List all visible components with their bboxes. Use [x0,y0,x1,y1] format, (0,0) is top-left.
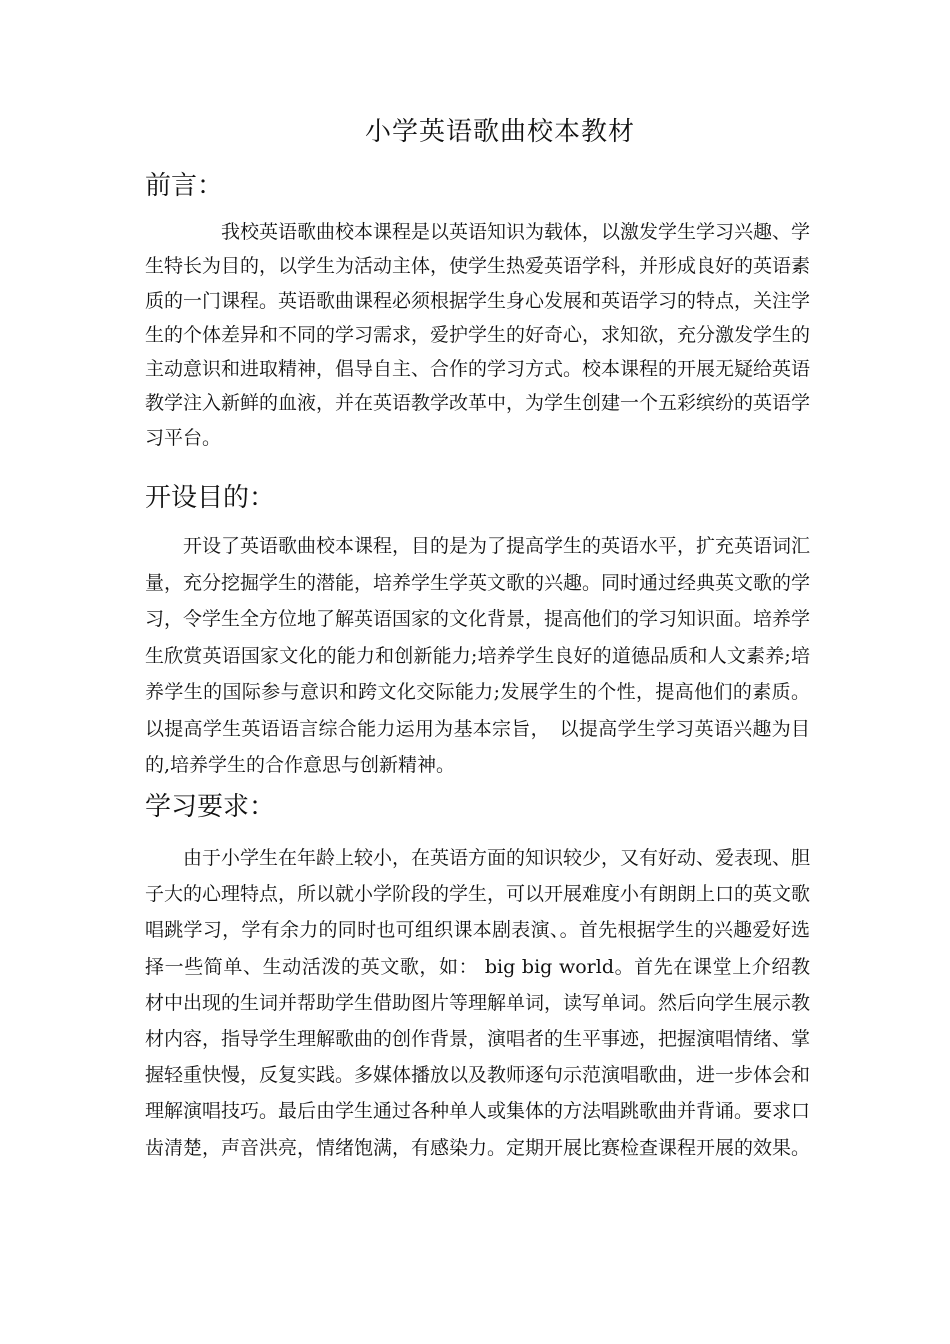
section-body-requirements: 由于小学生在年龄上较小，在英语方面的知识较少，又有好动、爱表现、胆子大的心理特点，所以就小学阶段的学生，可以开展难度小有朗朗上口的英文歌唱跳学习，学有余力的同时也可组织课本剧表演、。首先根据学生的兴趣爱好选择一些简单、生动活泼的英文歌，如： big big world。首先在课堂上介绍教材中出现的生词并帮助学生借助图片等理解单词，读写单词。然后向学生展示教材内容，指导学生理解歌曲的创作背景，演唱者的生平事迹，把握演唱情绪、掌握轻重快慢，反复实践。多媒体播放以及教师逐句示范演唱歌曲，进一步体会和理解演唱技巧。最后由学生通过各种单人或集体的方法唱跳歌曲并背诵。要求口齿清楚，声音洪亮，情绪饱满，有感染力。定期开展比赛检查课程开展的效果。 [145,847,811,1159]
section-body-preface: 我校英语歌曲校本课程是以英语知识为载体，以激发学生学习兴趣、学生特长为目的，以学生为活动主体，使学生热爱英语学科，并形成良好的英语素质的一门课程。英语歌曲课程必须根据学生身心发展和英语学习的特点，关注学生的个体差异和不同的学习需求，爱护学生的好奇心，求知欲，充分激发学生的主动意识和进取精神，倡导自主、合作的学习方式。校本课程的开展无疑给英语教学注入新鲜的血液，并在英语教学改革中，为学生创建一个五彩缤纷的英语学习平台。 [145,221,811,449]
section-body-purpose: 开设了英语歌曲校本课程，目的是为了提高学生的英语水平，扩充英语词汇量，充分挖掘学生的潜能，培养学生学英文歌的兴趣。同时通过经典英文歌的学习，令学生全方位地了解英语国家的文化背景，提高他们的学习知识面。培养学生欣赏英语国家文化的能力和创新能力;培养学生良好的道德品质和人文素养;培养学生的国际参与意识和跨文化交际能力;发展学生的个性，提高他们的素质。以提高学生英语语言综合能力运用为基本宗旨， 以提高学生学习英语兴趣为目的,培养学生的合作意思与创新精神。 [145,535,811,776]
document-title: 小学英语歌曲校本教材 [364,117,635,147]
section-heading-requirements: 学习要求： [145,792,276,822]
section-heading-purpose: 开设目的： [145,483,276,513]
section-heading-preface: 前言： [145,171,224,201]
